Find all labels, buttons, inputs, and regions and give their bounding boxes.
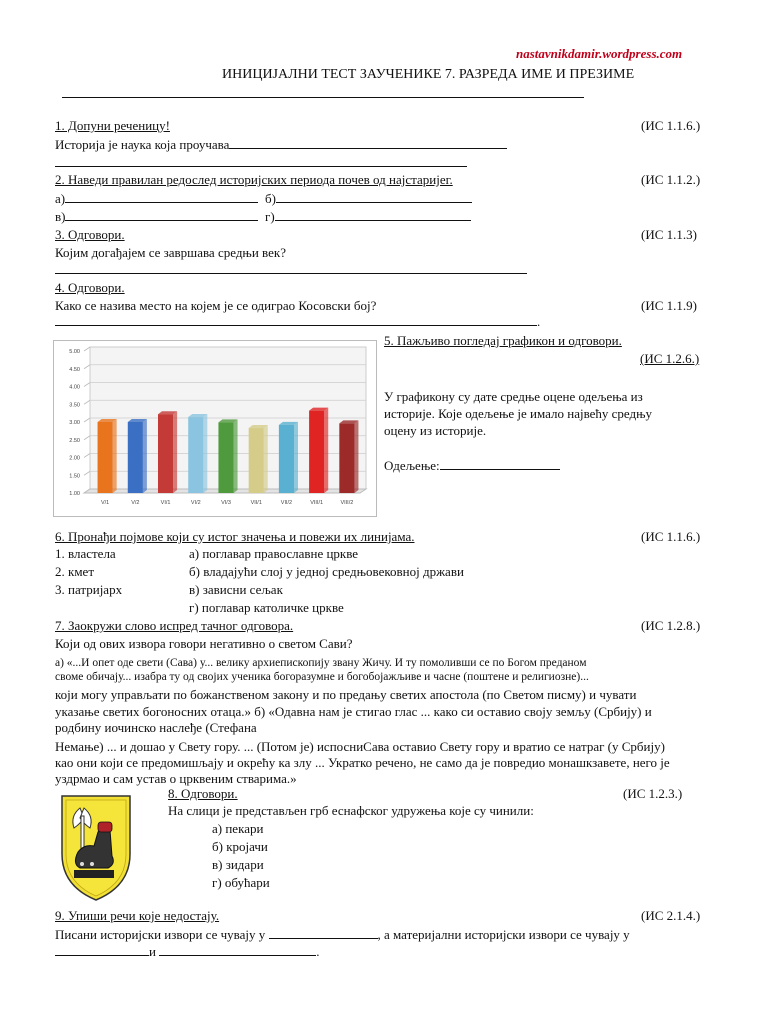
q7-source-b-line-3: уздрмао и сам устав о црквеним стварима.»	[55, 771, 297, 786]
q3-title: 3. Одговори.	[55, 227, 125, 242]
q9-text-1: Писани историјски извори се чувају у	[55, 927, 266, 942]
chart-bar-side	[354, 420, 358, 493]
chart-bar-side	[173, 411, 177, 493]
chart-bar-side	[324, 408, 328, 493]
q4-title: 4. Одговори.	[55, 280, 125, 295]
q6-left-1[interactable]: 1. властела	[55, 546, 116, 561]
chart-gridline-depth	[84, 400, 90, 404]
q9-line-2	[55, 944, 319, 959]
q5-text-2: историје. Које одељење је имало највећу средњу	[384, 406, 653, 421]
q2-title: 2. Наведи правилан редослед историјских периода почев од најстаријег.	[55, 172, 453, 187]
chart-bar	[279, 425, 294, 493]
chart-x-tick-label: VII/2	[280, 500, 293, 506]
q2-g-line[interactable]	[275, 209, 471, 221]
q3-text: Којим догађајем се завршава средњи век?	[55, 245, 286, 260]
name-line[interactable]	[62, 86, 584, 98]
q2-v	[55, 209, 258, 224]
q6-left-3[interactable]: 3. патријарх	[55, 582, 123, 597]
bar-chart	[53, 340, 377, 517]
q7-code: (ИС 1.2.8.)	[641, 618, 701, 633]
chart-gridline-depth	[84, 436, 90, 440]
q5-answer	[384, 458, 560, 473]
q4-code: (ИС 1.1.9)	[641, 298, 697, 313]
q2-v-label: в)	[55, 209, 66, 224]
chart-bar-side	[203, 414, 207, 493]
q7-source-a-line-5: родбину иочинско наслеђе (Стефана	[55, 720, 257, 735]
guild-coat-of-arms-image	[60, 794, 132, 902]
q2-code: (ИС 1.1.2.)	[641, 172, 701, 187]
chart-y-tick-label: 5.00	[69, 349, 80, 355]
q6-left-2[interactable]: 2. кмет	[55, 564, 94, 579]
q5-answer-label: Одељење:	[384, 458, 440, 473]
site-url: nastavnikdamir.wordpress.com	[516, 46, 683, 61]
chart-x-tick-label: VI/3	[221, 500, 231, 506]
q1-text-label: Историја је наука која проучава	[55, 137, 230, 152]
q2-b-label: б)	[265, 191, 276, 206]
chart-bar-side	[143, 419, 147, 493]
q5-answer-line[interactable]	[440, 458, 560, 470]
chart-x-tick-label: V/1	[100, 500, 110, 506]
chart-gridline-depth	[84, 471, 90, 475]
q6-right-b[interactable]: б) владајући слој у једној средњовековној држави	[189, 564, 464, 579]
q4-text: Како се назива место на којем је се одиграо Косовски бој?	[55, 298, 377, 313]
chart-x-tick-label: VI/1	[160, 500, 171, 506]
chart-bar	[128, 422, 143, 493]
q7-source-a-line-3: који могу управљати по божанственом закону и по предању светих апостола (по Светом писму) и чувати	[55, 687, 637, 702]
q6-right-v[interactable]: в) зависни сељак	[189, 582, 283, 597]
chart-y-tick-label: 2.00	[69, 455, 80, 462]
q3-answer-line[interactable]	[55, 262, 527, 274]
chart-gridline-depth	[84, 365, 90, 369]
q6-right-a[interactable]: а) поглавар православне цркве	[189, 546, 359, 561]
q2-a-line[interactable]	[65, 191, 258, 203]
chart-x-tick-label: VIII/1	[310, 500, 324, 506]
q9-text-and: и	[149, 944, 156, 959]
chart-bar	[98, 422, 113, 493]
q5-code-text: (ИС 1.2.6.)	[640, 351, 700, 366]
q2-a	[55, 191, 258, 206]
q1-title: 1. Допуни реченицу!	[55, 118, 170, 133]
q2-b-line[interactable]	[276, 191, 472, 203]
q7-source-b-line-2: као они који се предомишљају и окрећу ка злу ... Укратко речено, не само да је повредио монашкзавете, него је	[55, 755, 670, 770]
q2-g-label: г)	[265, 209, 275, 224]
q9-answer-2[interactable]	[55, 944, 149, 956]
chart-y-tick-label: 4.50	[69, 366, 80, 373]
chart-x-tick-label: V/2	[131, 500, 140, 506]
q7-question: Који од ових извора говори негативно о светом Сави?	[55, 636, 353, 651]
q8-title: 8. Одговори.	[168, 786, 238, 801]
q7-source-a-line-1[interactable]: а) «...И опет оде свети (Сава) у... велику архиепископију звану Жичу. И ту помоливши се по Богом преданом	[55, 657, 587, 669]
q9-line-1	[55, 927, 630, 942]
chart-x-tick-label: VII/1	[250, 500, 262, 506]
chart-gridline-depth	[84, 418, 90, 422]
q2-g	[265, 209, 471, 224]
q7-source-a-line-2: своме обичају... изабра ту од својих ученика богоразумне и богобојажљиве и часне (поштене и религиозне)...	[55, 671, 589, 683]
q8-option-v[interactable]: в) зидари	[212, 857, 264, 872]
chart-gridline-depth	[84, 383, 90, 387]
q1-code: (ИС 1.1.6.)	[641, 118, 701, 133]
q2-b	[265, 191, 472, 206]
q1-answer-line-2[interactable]	[55, 155, 467, 167]
q5-title: 5. Пажљиво погледај графикон и одговори.	[384, 333, 622, 348]
q7-source-a-line-4[interactable]: указање светих богоносних отаца.» б) «Одавна нам је стигао глас ... како си оставио своју земљу (Србију) и	[55, 704, 652, 719]
chart-y-tick-label: 1.00	[69, 491, 80, 497]
q5-text-3: оцену из историје.	[384, 423, 487, 438]
chart-bar-side	[264, 425, 268, 493]
q2-a-label: а)	[55, 191, 66, 206]
chart-gridline-depth	[84, 454, 90, 458]
q1-text	[55, 137, 507, 152]
chart-gridline-depth	[84, 347, 90, 351]
q4-answer	[55, 314, 540, 329]
q3-code: (ИС 1.1.3)	[641, 227, 697, 242]
q4-answer-line[interactable]	[55, 314, 537, 326]
q8-option-a[interactable]: а) пекари	[212, 821, 264, 836]
q4-end: .	[537, 314, 541, 329]
chart-bar-side	[234, 419, 238, 493]
chart-bar	[158, 414, 173, 493]
q9-title: 9. Упиши речи које недостају.	[55, 908, 220, 923]
q1-answer-line[interactable]	[229, 137, 507, 149]
page-title: ИНИЦИЈАЛНИ ТЕСТ ЗАУЧЕНИКЕ 7. РАЗРЕДА ИМЕ И ПРЕЗИМЕ	[222, 67, 635, 82]
q7-title: 7. Заокружи слово испред тачног одговора.	[55, 618, 294, 633]
q9-answer-1[interactable]	[269, 927, 378, 939]
chart-bar	[249, 428, 264, 493]
q6-code: (ИС 1.1.6.)	[641, 529, 701, 544]
chart-y-tick-label: 2.50	[69, 437, 80, 444]
q2-v-line[interactable]	[65, 209, 258, 221]
q8-code: (ИС 1.2.3.)	[623, 786, 683, 801]
chart-y-tick-label: 4.00	[69, 384, 80, 391]
chart-bar-side	[113, 419, 117, 493]
q9-answer-3[interactable]	[159, 944, 316, 956]
q9-code: (ИС 2.1.4.)	[641, 908, 701, 923]
chart-bar	[188, 417, 203, 493]
chart-y-tick-label: 3.50	[69, 402, 80, 409]
chart-y-tick-label: 3.00	[69, 420, 80, 426]
chart-bar	[309, 411, 324, 493]
chart-x-tick-label: VIII/2	[340, 500, 354, 506]
q7-source-b-line-1: Немање) ... и дошао у Свету гору. ... (Потом је) испосниСава оставио Свету гору и вратио се натраг (у Србију)	[55, 739, 665, 754]
chart-x-tick-label: VI/2	[190, 500, 201, 506]
q8-text: На слици је представљен грб еснафског удружења које су чинили:	[168, 803, 534, 818]
q8-option-b[interactable]: б) кројачи	[212, 839, 268, 854]
q5-code	[640, 351, 699, 366]
q9-text-2: , а материјални историјски извори се чувају у	[377, 927, 630, 942]
q6-right-g[interactable]: г) поглавар католичке цркве	[189, 600, 344, 615]
q5-text-1: У графикону су дате средње оцене одељења из	[384, 389, 643, 404]
chart-bar-side	[294, 422, 298, 493]
q9-end: .	[316, 944, 320, 959]
chart-y-tick-label: 1.50	[69, 473, 80, 480]
q8-option-g[interactable]: г) обућари	[212, 875, 270, 890]
chart-bar	[218, 422, 233, 493]
q6-title: 6. Пронађи појмове који су истог значења и повежи их линијама.	[55, 529, 415, 544]
chart-bar	[339, 423, 354, 493]
